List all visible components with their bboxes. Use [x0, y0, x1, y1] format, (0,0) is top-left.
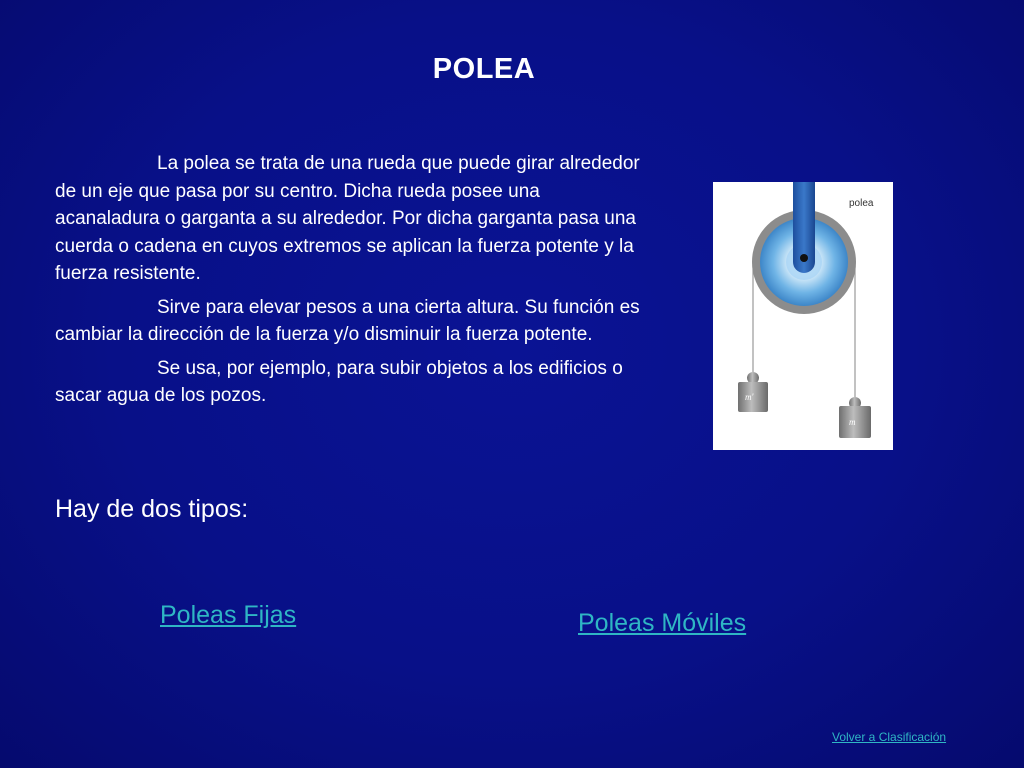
right-weight-label: m: [849, 417, 856, 427]
pulley-support-rod: [793, 182, 815, 262]
poleas-moviles-link[interactable]: Poleas Móviles: [578, 609, 747, 637]
types-heading: Hay de dos tipos:: [55, 495, 249, 523]
paragraph-definition: La polea se trata de una rueda que puede girar alrededor de un eje que pasa por su centro. Dicha rueda posee una acanaladura o garganta a su alrededor. Por dicha garganta pasa una cuerda o cadena en cuyos extremos se aplican la fuerza potente y la fuerza resistente.: [55, 153, 640, 284]
pulley-label: polea: [849, 198, 874, 209]
volver-clasificacion-link[interactable]: Volver a Clasificación: [832, 730, 947, 744]
left-weight: [738, 372, 768, 412]
slide-title: POLEA: [432, 53, 536, 85]
paragraph-function: Sirve para elevar pesos a una cierta altura. Su función es cambiar la dirección de la fuerza y/o disminuir la fuerza potente.: [55, 296, 640, 345]
poleas-fijas-link[interactable]: Poleas Fijas: [160, 601, 297, 629]
pulley-illustration: [713, 182, 893, 450]
pulley-axle: [800, 254, 808, 262]
left-weight-label: m': [745, 392, 754, 402]
paragraph-usage: Se usa, por ejemplo, para subir objetos a los edificios o sacar agua de los pozos.: [55, 357, 623, 406]
pulley-diagram: [713, 182, 893, 450]
right-weight: [839, 397, 871, 438]
description-text: [55, 150, 640, 416]
